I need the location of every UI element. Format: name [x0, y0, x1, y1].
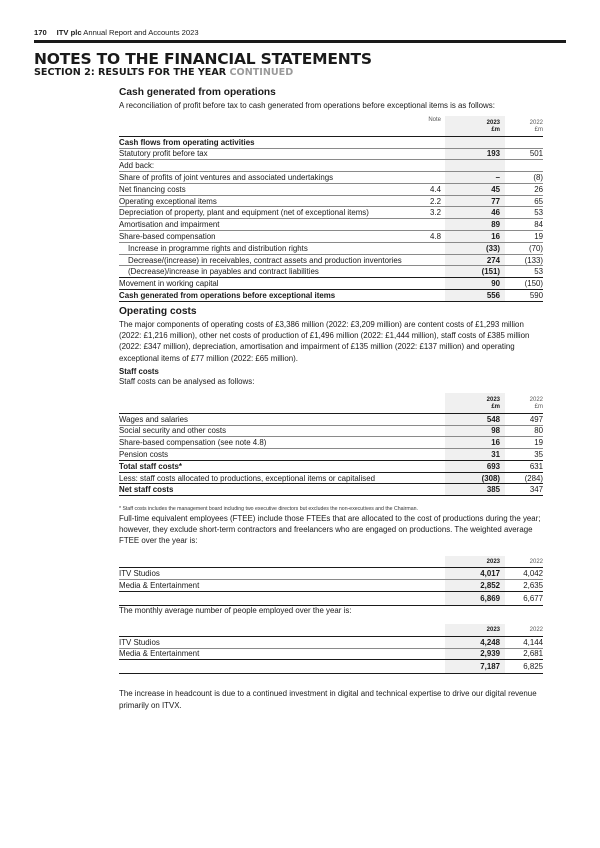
company-name: ITV plc [56, 28, 82, 37]
cash-table [119, 116, 543, 302]
table-row: Operating exceptional items 2.2 77 65 [119, 196, 543, 206]
table-row: Social security and other costs 98 80 [119, 426, 543, 436]
cash-intro: A reconciliation of profit before tax to cash generated from operations before exceptional items is as follows: [119, 101, 495, 110]
ftee-section [119, 513, 543, 606]
table-row: Share-based compensation 4.8 16 19 [119, 231, 543, 241]
headcount-table [119, 624, 543, 674]
operating-costs-section [119, 306, 543, 364]
running-header [34, 28, 199, 37]
operating-costs-heading: Operating costs [119, 306, 197, 317]
headcount-intro: The monthly average number of people employed over the year is: [119, 606, 352, 615]
table-row: Amortisation and impairment 89 84 [119, 220, 543, 230]
ftee-table [119, 556, 543, 606]
table-row: Pension costs 31 35 [119, 449, 543, 459]
headcount-section [119, 605, 543, 711]
table-row: (Decrease)/increase in payables and contract liabilities (151) 53 [119, 266, 543, 278]
headcount-closing: The increase in headcount is due to a continued investment in digital and technical expertise to drive our digital revenue primarily on ITVX. [119, 689, 537, 710]
col-note-header: Note [415, 116, 445, 136]
table-row: Decrease/(increase) in receivables, contract assets and production inventories 274 (133) [119, 254, 543, 266]
table-row: Depreciation of property, plant and equipment (net of exceptional items) 3.2 46 53 [119, 208, 543, 218]
table-row: ITV Studios 4,017 4,042 [119, 569, 543, 578]
table-row: Increase in programme rights and distribution rights (33) (70) [119, 242, 543, 254]
section-name: SECTION 2: RESULTS FOR THE YEAR [34, 67, 230, 78]
header-rule [34, 40, 566, 43]
table-row: Net staff costs 385 347 [119, 485, 543, 495]
col-2022-header: 2022 £m [505, 116, 543, 136]
table-row: Add back: [119, 160, 543, 172]
cash-heading: Cash generated from operations [119, 87, 276, 98]
table-row: Cash generated from operations before exceptional items 556 590 [119, 290, 543, 300]
table-row: Media & Entertainment 2,852 2,635 [119, 580, 543, 590]
table-row: Less: staff costs allocated to productions, exceptional items or capitalised (308) (284) [119, 473, 543, 483]
table-row: Share-based compensation (see note 4.8) 16 19 [119, 438, 543, 448]
table-row: Cash flows from operating activities [119, 136, 543, 148]
col-2023-header: 2023 £m [445, 393, 505, 413]
table-row: Wages and salaries 548 497 [119, 414, 543, 424]
page-number: 170 [34, 28, 47, 37]
staff-costs-intro: Staff costs can be analysed as follows: [119, 377, 255, 386]
report-name [57, 28, 199, 37]
table-row: Media & Entertainment 2,939 2,681 [119, 649, 543, 659]
col-2023-header: 2023 [445, 624, 505, 636]
col-2022-header: 2022 [505, 556, 543, 568]
col-2022-header: 2022 £m [505, 393, 543, 413]
table-header [119, 556, 543, 568]
table-row: Share of profits of joint ventures and associated undertakings – (8) [119, 172, 543, 182]
section-subtitle [34, 67, 293, 78]
ftee-text: Full-time equivalent employees (FTEE) include those FTEEs that are allocated to the cost of productions during the year; however, they exclude short-term contractors and freelancers who are engaged on productions. The weighted average FTEE over the year is: [119, 514, 541, 546]
col-2023-header: 2023 £m [445, 116, 505, 136]
table-row: 7,187 6,825 [119, 660, 543, 674]
table-row: Net financing costs 4.4 45 26 [119, 184, 543, 194]
table-row: Total staff costs* 693 631 [119, 461, 543, 471]
table-header [119, 624, 543, 636]
table-row: ITV Studios 4,248 4,144 [119, 637, 543, 647]
operating-costs-text: The major components of operating costs of £3,386 million (2022: £3,209 million) are content costs of £1,293 million (2022: £1,216 million), other net costs of production of £1,496 million (2022: £1,444 million), staff costs of £385 million (2022: £347 million), depreciation, amortisation and impairment of £135 million (2022: £137 million) and operating exceptional items of £77 million (2022: £65 million). [119, 320, 530, 363]
table-header [119, 116, 543, 136]
staff-costs-footnote: * Staff costs includes the management board including two executive directors but excludes the non-executives and the Chairman. [119, 506, 418, 513]
table-row: Statutory profit before tax 193 501 [119, 149, 543, 159]
page-title: NOTES TO THE FINANCIAL STATEMENTS [34, 50, 372, 68]
staff-costs-section [119, 367, 543, 513]
table-row: Movement in working capital 90 (150) [119, 279, 543, 289]
staff-costs-heading: Staff costs [119, 367, 159, 376]
staff-costs-table [119, 393, 543, 496]
continued-label: CONTINUED [229, 67, 294, 78]
table-header [119, 393, 543, 413]
report-title: Annual Report and Accounts 2023 [83, 28, 199, 37]
col-2022-header: 2022 [505, 624, 543, 636]
col-2023-header: 2023 [445, 556, 505, 568]
cash-section [119, 87, 543, 302]
table-row: 6,869 6,677 [119, 591, 543, 605]
